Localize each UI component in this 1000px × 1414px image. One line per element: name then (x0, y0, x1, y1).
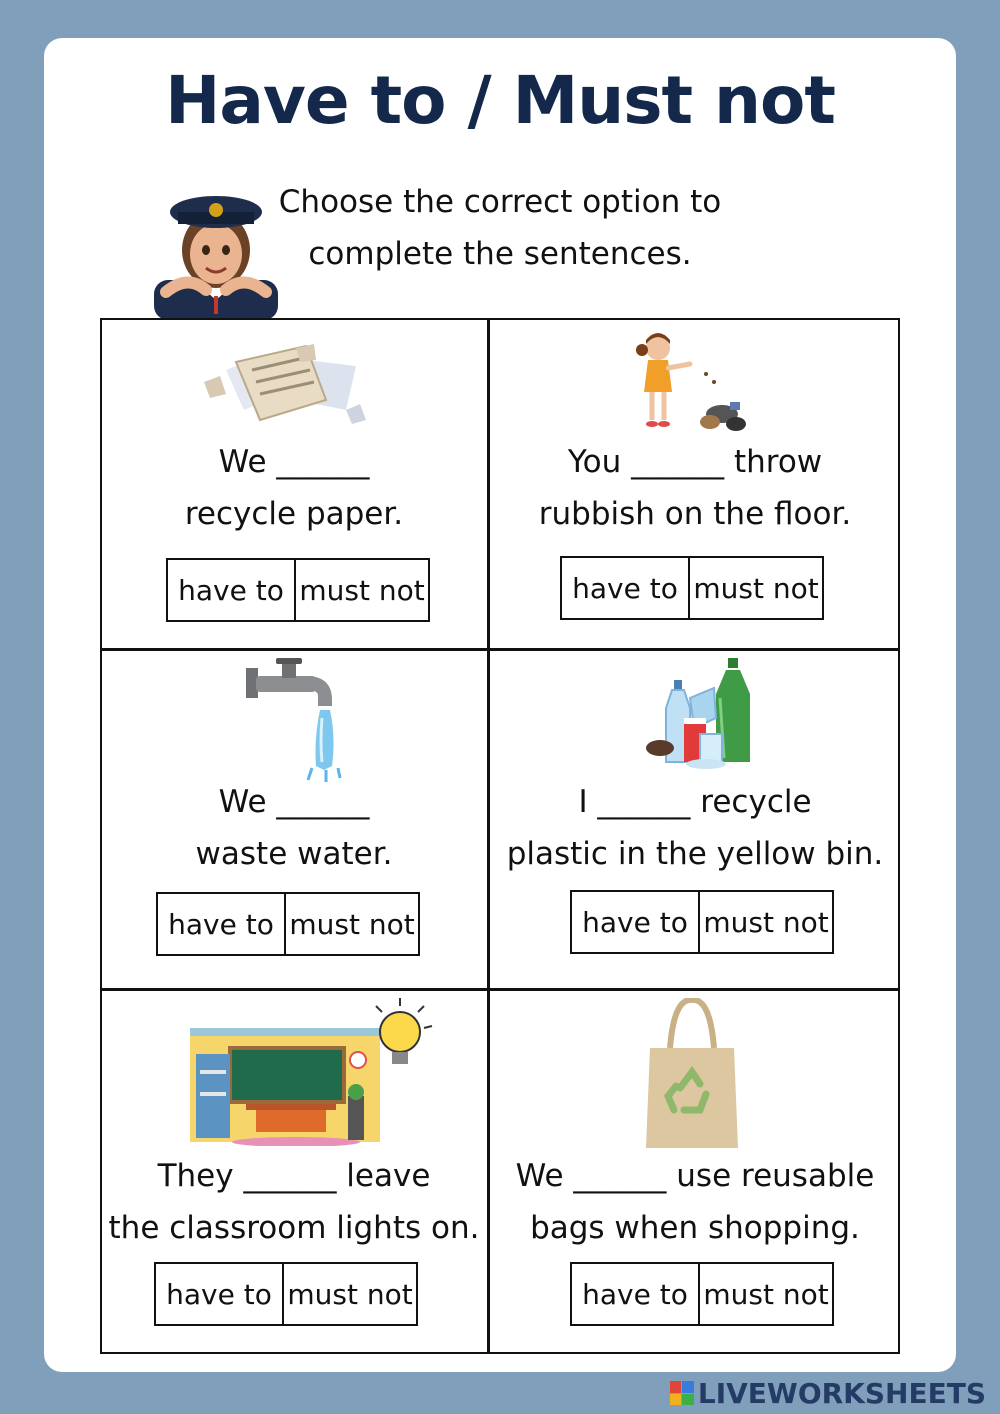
instructions-line-2: complete the sentences. (308, 236, 692, 272)
sentence-4-line-2: plastic in the yellow bin. (506, 836, 884, 872)
choice-group-1 (166, 558, 430, 622)
option-must-not-2[interactable]: must not (693, 571, 819, 605)
choice-group-2 (560, 556, 824, 620)
exercise-item-2 (490, 320, 900, 648)
sentence-1-line-2: recycle paper. (184, 496, 404, 532)
sentence-5 (100, 1150, 488, 1254)
sentence-6-line-1: We ______ use reusable (515, 1158, 875, 1194)
option-have-to-6[interactable]: have to (572, 1264, 700, 1324)
sentence-2-line-1: You ______ throw (567, 444, 823, 480)
choice-group-5 (154, 1262, 418, 1326)
exercise-item-3 (100, 650, 488, 988)
instructions-line-1: Choose the correct option to (278, 184, 722, 220)
page-title: Have to / Must not (165, 62, 835, 139)
sentence-4-line-1: I ______ recycle (578, 784, 812, 820)
sentence-3-line-1: We ______ (218, 784, 370, 820)
option-must-not-5[interactable]: must not (287, 1277, 413, 1311)
reusable-bag-icon (644, 998, 740, 1150)
exercise-item-6 (490, 990, 900, 1354)
sentence-3 (100, 776, 488, 880)
sentence-3-line-2: waste water. (195, 836, 393, 872)
exercise-item-4 (490, 650, 900, 988)
classroom-lightbulb-icon (186, 996, 436, 1146)
liveworksheets-logo-icon (670, 1381, 694, 1405)
instructions (230, 176, 770, 280)
option-have-to-5[interactable]: have to (156, 1264, 284, 1324)
littering-girl-icon (618, 330, 758, 434)
plastic-bottles-icon (644, 658, 760, 770)
sentence-4 (490, 776, 900, 880)
sentence-6-line-2: bags when shopping. (530, 1210, 860, 1246)
liveworksheets-brand (670, 1378, 986, 1408)
option-have-to-2[interactable]: have to (562, 558, 690, 618)
sentence-2 (490, 436, 900, 540)
sentence-6 (490, 1150, 900, 1254)
sentence-1-line-1: We ______ (218, 444, 370, 480)
option-must-not-3[interactable]: must not (289, 907, 415, 941)
choice-group-6 (570, 1262, 834, 1326)
exercise-item-1 (100, 320, 488, 648)
sentence-5-line-1: They ______ leave (157, 1158, 431, 1194)
sentence-2-line-2: rubbish on the floor. (538, 496, 852, 532)
exercise-item-5 (100, 990, 488, 1354)
running-tap-icon (246, 658, 342, 784)
choice-group-4 (570, 890, 834, 954)
option-have-to-3[interactable]: have to (158, 894, 286, 954)
option-must-not-4[interactable]: must not (703, 905, 829, 939)
option-must-not-6[interactable]: must not (703, 1277, 829, 1311)
sentence-1 (100, 436, 488, 540)
sentence-5-line-2: the classroom lights on. (108, 1210, 480, 1246)
option-have-to-4[interactable]: have to (572, 892, 700, 952)
choice-group-3 (156, 892, 420, 956)
brand-name: LIVEWORKSHEETS (697, 1376, 986, 1410)
newspaper-icon (196, 340, 376, 432)
option-have-to-1[interactable]: have to (168, 560, 296, 620)
option-must-not-1[interactable]: must not (299, 573, 425, 607)
